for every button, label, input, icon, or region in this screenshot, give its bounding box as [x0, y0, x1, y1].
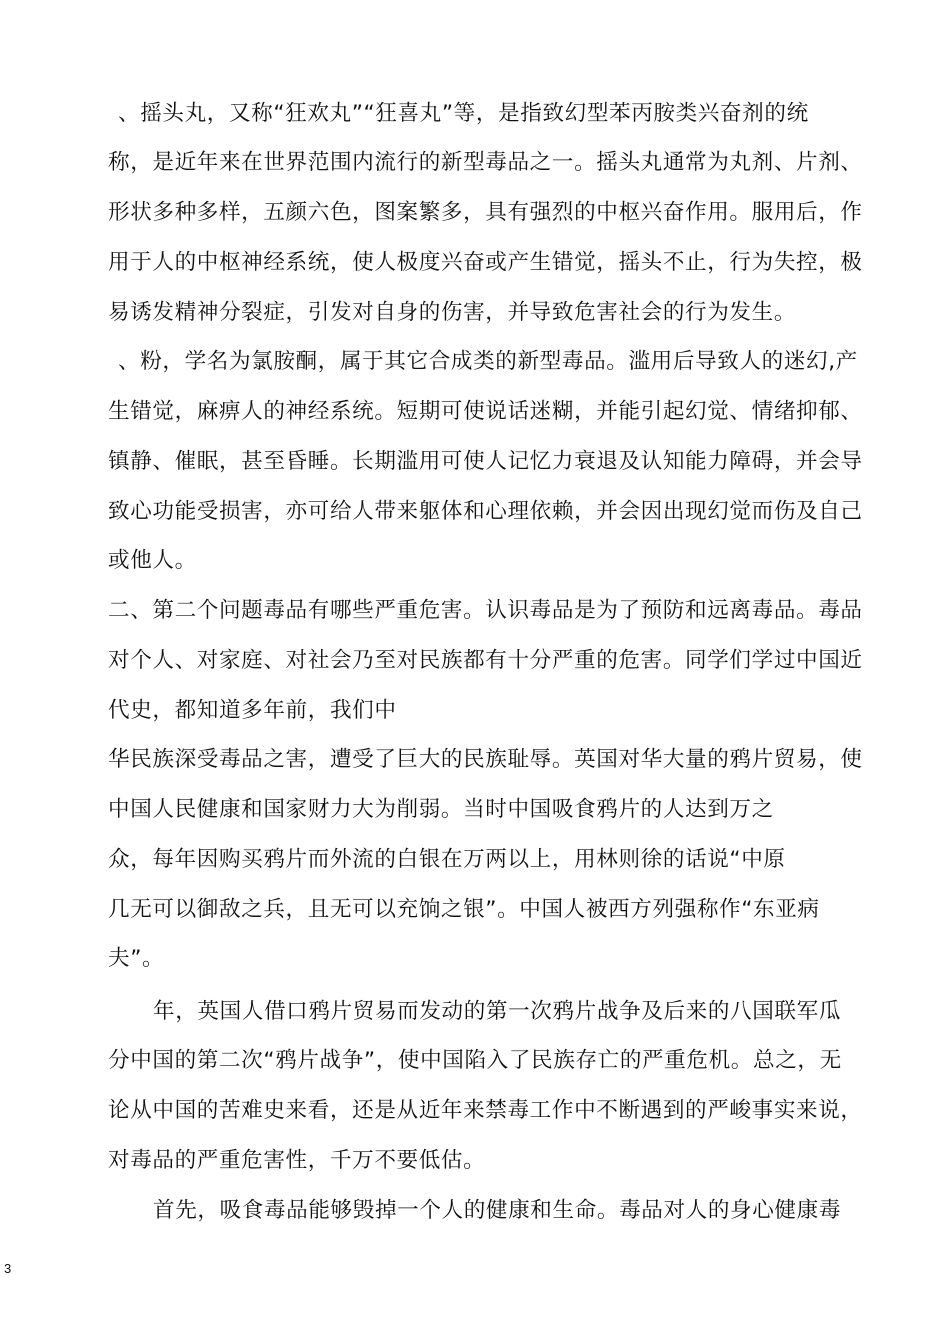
text-line: 年，英国人借口鸦片贸易而发动的第一次鸦片战争及后来的八国联军瓜 — [153, 999, 842, 1024]
text-line: 分中国的第二次“鸦片战争”，使中国陷入了民族存亡的严重危机。总之，无 — [108, 1048, 842, 1073]
text-line: 夫”。 — [108, 946, 165, 971]
text-line: 众，每年因购买鸦片而外流的白银在万两以上，用林则徐的话说“中原 — [108, 847, 786, 872]
text-line: 生错觉，麻痹人的神经系统。短期可使说话迷糊，并能引起幻觉、情绪抑郁、 — [108, 399, 863, 424]
page-number: 3 — [4, 1261, 12, 1276]
text-line: 几无可以御敌之兵，且无可以充饷之银”。中国人被西方列强称作“东亚病 — [108, 897, 820, 922]
text-line: 形状多种多样，五颜六色，图案繁多，具有强烈的中枢兴奋作用。服用后，作 — [108, 200, 863, 225]
text-line: 用于人的中枢神经系统，使人极度兴奋或产生错觉，摇头不止，行为失控，极 — [108, 250, 863, 275]
text-line: 致心功能受损害，亦可给人带来躯体和心理依赖，并会因出现幻觉而伤及自己 — [108, 499, 863, 524]
text-line: 、粉，学名为氯胺酮，属于其它合成类的新型毒品。滥用后导致人的迷幻,产 — [118, 349, 858, 374]
text-line: 对毒品的严重危害性，千万不要低估。 — [108, 1148, 486, 1173]
text-line: 中国人民健康和国家财力大为削弱。当时中国吸食鸦片的人达到万之 — [108, 797, 774, 822]
text-line: 对个人、对家庭、对社会乃至对民族都有十分严重的危害。同学们学过中国近 — [108, 648, 863, 673]
text-line: 称，是近年来在世界范围内流行的新型毒品之一。摇头丸通常为丸剂、片剂、 — [108, 150, 863, 175]
text-line: 或他人。 — [108, 548, 197, 573]
text-line: 二、第二个问题毒品有哪些严重危害。认识毒品是为了预防和远离毒品。毒品 — [108, 598, 863, 623]
text-line: 华民族深受毒品之害，遭受了巨大的民族耻辱。英国对华大量的鸦片贸易，使 — [108, 747, 863, 772]
text-line: 论从中国的苦难史来看，还是从近年来禁毒工作中不断遇到的严峻事实来说， — [108, 1098, 863, 1123]
text-line: 、摇头丸，又称“狂欢丸”“狂喜丸”等，是指致幻型苯丙胺类兴奋剂的统 — [118, 101, 809, 126]
text-line: 代史，都知道多年前，我们中 — [108, 698, 397, 723]
text-line: 镇静、催眠，甚至昏睡。长期滥用可使人记忆力衰退及认知能力障碍，并会导 — [108, 449, 863, 474]
text-line: 易诱发精神分裂症，引发对自身的伤害，并导致危害社会的行为发生。 — [108, 300, 797, 325]
text-line: 首先，吸食毒品能够毁掉一个人的健康和生命。毒品对人的身心健康毒 — [153, 1198, 842, 1223]
